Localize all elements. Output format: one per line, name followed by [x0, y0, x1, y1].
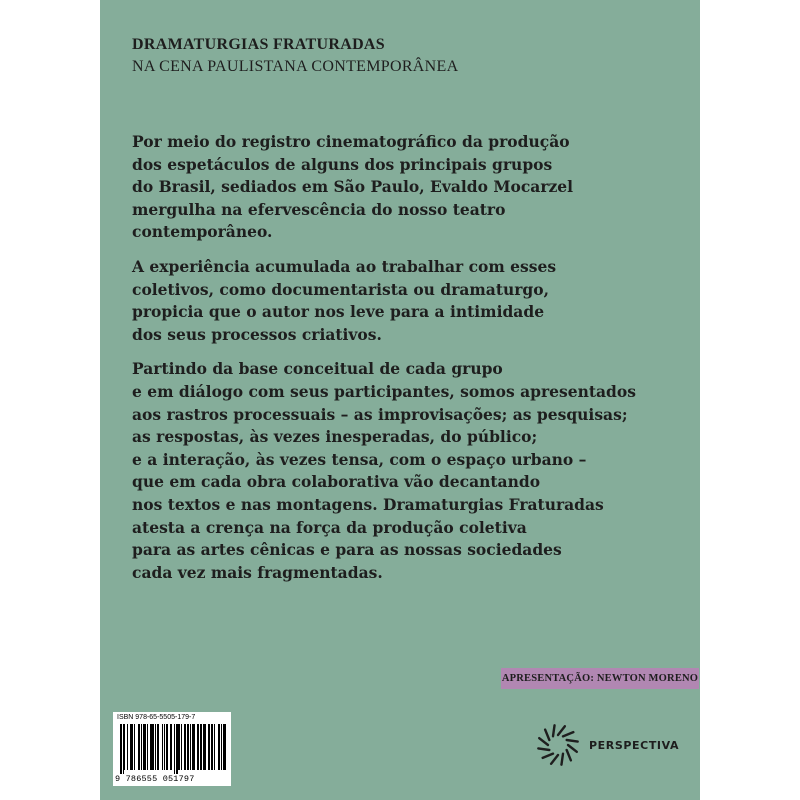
- barcode-bar: [208, 724, 210, 770]
- logo-stroke: [563, 732, 573, 736]
- barcode-bar: [179, 724, 180, 770]
- barcode-bar: [187, 724, 188, 770]
- blurb-line: do Brasil, sediados em São Paulo, Evaldo Mocarzel: [132, 177, 574, 197]
- blurb-line: dos seus processos criativos.: [132, 324, 382, 344]
- blurb-line: nos textos e nas montagens. Dramaturgias Fraturadas: [132, 494, 604, 514]
- logo-stroke: [545, 730, 549, 740]
- barcode-bar: [170, 724, 171, 770]
- barcode-bar: [205, 724, 206, 770]
- barcode-bar: [141, 724, 142, 770]
- barcode-bar: [123, 724, 124, 774]
- barcode-bar: [132, 724, 133, 770]
- blurb-line: coletivos, como documentarista ou dramaturgo,: [132, 279, 550, 299]
- blurb-line: e a interação, às vezes tensa, com o espaço urbano –: [132, 449, 587, 469]
- blurb-line: aos rastros processuais – as improvisações; as pesquisas;: [132, 404, 628, 424]
- barcode-bar: [143, 724, 144, 770]
- barcode-bar: [162, 724, 163, 770]
- blurb-line: para as artes cênicas e para as nossas sociedades: [132, 540, 562, 560]
- barcode-bar: [192, 724, 194, 770]
- blurb-line: e em diálogo com seus participantes, somos apresentados: [132, 381, 636, 401]
- barcode-bar: [166, 724, 167, 770]
- barcode-bar: [221, 724, 222, 770]
- barcode-bar: [134, 724, 135, 770]
- barcode-bar: [138, 724, 139, 770]
- barcode-bar: [167, 724, 168, 770]
- barcode-bar: [147, 724, 148, 770]
- barcode-bar: [127, 724, 128, 770]
- barcode-bar: [224, 724, 226, 770]
- blurb-line: Partindo da base conceitual de cada grupo: [132, 359, 503, 379]
- blurb-line: mergulha na efervescência do nosso teatro: [132, 199, 506, 219]
- barcode-bar: [124, 724, 125, 770]
- logo-stroke: [539, 738, 548, 745]
- logo-stroke: [568, 745, 577, 752]
- blurb-line: dos espetáculos de alguns dos principais grupos: [132, 154, 553, 174]
- blurb: [132, 131, 692, 596]
- barcode-bar: [204, 724, 205, 770]
- barcode-bar: [164, 724, 165, 770]
- title-line-1: DRAMATURGIAS FRATURADAS: [132, 36, 385, 53]
- isbn-barcode: [113, 712, 231, 786]
- barcode-bar: [198, 724, 199, 770]
- barcode-bar: [120, 724, 122, 774]
- barcode-bar: [150, 724, 151, 770]
- barcode-bar: [131, 724, 132, 770]
- blurb-paragraph-3: [132, 358, 692, 584]
- blurb-line: as respostas, às vezes inesperadas, do público;: [132, 427, 538, 447]
- perspectiva-logo-icon: [533, 720, 583, 770]
- barcode-bar: [203, 724, 204, 770]
- barcode-bar: [197, 724, 198, 770]
- title-line-2: NA CENA PAULISTANA CONTEMPORÂNEA: [132, 58, 459, 75]
- barcode-bar: [211, 724, 212, 770]
- barcode-bar: [158, 724, 159, 770]
- blurb-line: contemporâneo.: [132, 222, 273, 242]
- barcode-bar: [155, 724, 156, 770]
- barcode-bar: [223, 724, 224, 770]
- logo-stroke: [543, 754, 553, 758]
- blurb-paragraph-1: [132, 131, 692, 244]
- blurb-line: que em cada obra colaborativa vão decantando: [132, 472, 541, 492]
- blurb-paragraph-2: [132, 256, 692, 346]
- barcode-bar: [184, 724, 186, 770]
- logo-stroke: [567, 750, 571, 760]
- logo-stroke: [538, 748, 549, 750]
- barcode-bar: [151, 724, 152, 770]
- barcode-bar: [171, 724, 172, 770]
- barcode-bar: [218, 724, 219, 770]
- barcode-bar: [219, 724, 220, 770]
- barcode-bar: [194, 724, 195, 770]
- logo-stroke: [561, 754, 563, 765]
- blurb-line: cada vez mais fragmentadas.: [132, 562, 383, 582]
- book-title: [132, 34, 458, 78]
- logo-stroke: [558, 726, 565, 735]
- back-cover: [100, 0, 700, 800]
- presentation-credit: APRESENTAÇÃO: NEWTON MORENO: [501, 668, 699, 689]
- blurb-line: Por meio do registro cinematográfico da produção: [132, 132, 570, 151]
- barcode-bar: [214, 724, 215, 770]
- barcode-bar: [212, 724, 213, 770]
- blurb-line: A experiência acumulada ao trabalhar com esses: [132, 256, 557, 276]
- barcode-bar: [178, 724, 179, 770]
- barcode-icon: [118, 724, 226, 774]
- barcode-bar: [174, 724, 175, 774]
- barcode-bar: [130, 724, 131, 770]
- logo-stroke: [551, 755, 558, 764]
- barcode-bar: [176, 724, 178, 774]
- logo-stroke: [567, 740, 578, 742]
- isbn-label: ISBN 978-65-5505-179-7: [117, 714, 196, 721]
- barcode-bar: [181, 724, 182, 770]
- publisher-name: PERSPECTIVA: [589, 739, 680, 752]
- blurb-line: propicia que o autor nos leve para a intimidade: [132, 302, 545, 322]
- barcode-digits: 9 786555 051797: [115, 774, 195, 784]
- logo-stroke: [553, 725, 555, 736]
- barcode-bar: [190, 724, 191, 770]
- barcode-bar: [188, 724, 189, 770]
- barcode-bar: [157, 724, 158, 770]
- barcode-bar: [144, 724, 146, 770]
- blurb-line: atesta a crença na força da produção coletiva: [132, 517, 527, 537]
- barcode-bar: [139, 724, 140, 770]
- barcode-bar: [200, 724, 202, 770]
- barcode-bar: [152, 724, 154, 770]
